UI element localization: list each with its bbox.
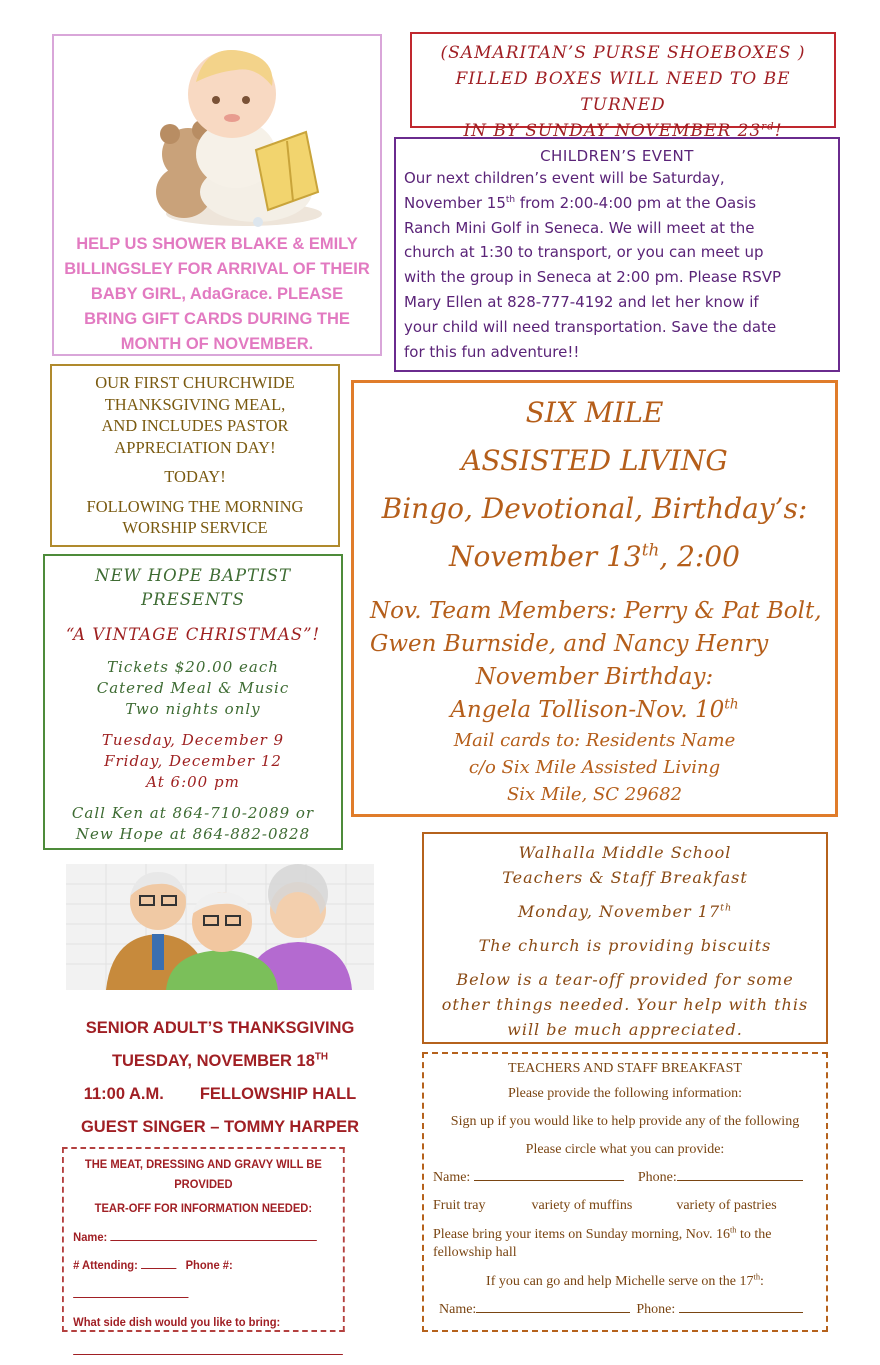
date-text: November 15 <box>404 194 506 212</box>
shower-line: HELP US SHOWER BLAKE & EMILY <box>54 232 380 257</box>
tearoff-heading: TEAR-OFF FOR INFORMATION NEEDED: <box>73 1194 333 1223</box>
baby-shower-box <box>52 34 382 356</box>
tearoff-provided: THE MEAT, DRESSING AND GRAVY WILL BE PROVIDED <box>73 1154 333 1194</box>
name-label-2: Name: <box>439 1302 476 1317</box>
thanksgiving-meal-box <box>50 364 340 547</box>
newhope-date: Friday, December 12 <box>45 751 341 772</box>
tearoff-side-dish: What side dish would you like to bring: <box>73 1308 333 1337</box>
samaritan-line: FILLED BOXES WILL NEED TO BE TURNED <box>412 66 834 118</box>
walhalla-biscuits: The church is providing biscuits <box>424 933 826 958</box>
name-blank[interactable] <box>474 1168 624 1181</box>
shower-line: BILLINGSLEY FOR ARRIVAL OF THEIR <box>54 257 380 282</box>
phone-blank[interactable] <box>73 1285 188 1298</box>
newhope-title: “A VINTAGE CHRISTMAS”! <box>45 622 341 647</box>
bring-text: Please bring your items on Sunday morning, Nov. 16 <box>433 1227 730 1242</box>
item-fruit-tray[interactable]: Fruit tray <box>433 1198 486 1213</box>
breakfast-tearoff-form <box>422 1052 828 1332</box>
sixmile-date-text: November 13 <box>449 540 642 573</box>
newhope-date: Tuesday, December 9 <box>45 730 341 751</box>
thanks-line: THANKSGIVING MEAL, <box>52 394 338 416</box>
item-pastries[interactable]: variety of pastries <box>676 1198 776 1213</box>
serve-colon: : <box>760 1274 764 1289</box>
walhalla-date-text: Monday, November 17 <box>518 902 720 921</box>
serve-text: If you can go and help Michelle serve on the 17 <box>486 1274 753 1289</box>
walhalla-school: Walhalla Middle School <box>424 840 826 865</box>
tearoff-circle: Please circle what you can provide: <box>433 1136 817 1164</box>
thanks-line: AND INCLUDES PASTOR <box>52 415 338 437</box>
bring-line <box>433 1226 817 1244</box>
childrens-event-line <box>404 191 830 216</box>
tearoff-attending-row <box>73 1251 333 1308</box>
childrens-event-line: with the group in Seneca at 2:00 pm. Please RSVP <box>404 265 830 290</box>
birthday-sup: th <box>724 696 738 712</box>
childrens-event-line: Mary Ellen at 828-777-4192 and let her know if <box>404 290 830 315</box>
senior-time-place <box>52 1078 388 1111</box>
thanks-following: FOLLOWING THE MORNING <box>52 496 338 518</box>
phone-label: Phone #: <box>186 1258 233 1272</box>
time-text: from 2:00-4:00 pm at the Oasis <box>515 194 756 212</box>
date-sup: th <box>506 195 515 205</box>
sixmile-team: Gwen Burnside, and Nancy Henry <box>354 628 835 661</box>
bring-text-end: to the <box>736 1227 771 1242</box>
samaritan-purse-box <box>410 32 836 128</box>
senior-title: SENIOR ADULT’S THANKSGIVING <box>52 1012 388 1045</box>
sixmile-birthday-name <box>354 694 835 727</box>
newhope-date: At 6:00 pm <box>45 772 341 793</box>
sixmile-date <box>354 533 835 581</box>
baby-reading-illustration <box>136 42 336 230</box>
sixmile-team: Nov. Team Members: Perry & Pat Bolt, <box>354 595 835 628</box>
bring-sup: th <box>730 1225 737 1234</box>
walhalla-note: other things needed. Your help with this <box>424 992 826 1017</box>
phone-label-2: Phone: <box>636 1302 675 1317</box>
sixmile-birthday-label: November Birthday: <box>354 661 835 694</box>
tearoff-name-phone-row <box>433 1164 817 1192</box>
item-muffins[interactable]: variety of muffins <box>532 1198 633 1213</box>
phone-blank[interactable] <box>677 1168 803 1181</box>
sixmile-mail: Six Mile, SC 29682 <box>354 781 835 808</box>
tearoff-items-row <box>433 1192 817 1220</box>
newhope-call: Call Ken at 864-710-2089 or <box>45 803 341 824</box>
childrens-event-line: your child will need transportation. Save the date <box>404 315 830 340</box>
serve-sup: th <box>754 1272 761 1281</box>
phone-blank-2[interactable] <box>679 1300 803 1313</box>
thanks-line: OUR FIRST CHURCHWIDE <box>52 372 338 394</box>
attending-blank[interactable] <box>141 1256 176 1269</box>
senior-time: 11:00 A.M. <box>84 1085 164 1103</box>
senior-thanksgiving-text <box>52 1012 388 1144</box>
senior-adults-illustration <box>66 864 374 990</box>
childrens-event-line: Ranch Mini Golf in Seneca. We will meet at the <box>404 216 830 241</box>
tearoff-bring <box>433 1226 817 1262</box>
newhope-ticket: Tickets $20.00 each <box>45 657 341 678</box>
samaritan-line: (SAMARITAN’S PURSE SHOEBOXES ) <box>412 40 834 66</box>
sixmile-event: Bingo, Devotional, Birthday’s: <box>354 485 835 533</box>
newhope-line: NEW HOPE BAPTIST <box>45 564 341 588</box>
tearoff-name-phone-row-2 <box>433 1296 817 1324</box>
childrens-event-title: CHILDREN’S EVENT <box>396 147 838 165</box>
senior-date-text: TUESDAY, NOVEMBER 18 <box>112 1052 315 1070</box>
tearoff-name-row <box>73 1223 333 1252</box>
walhalla-event: Teachers & Staff Breakfast <box>424 865 826 890</box>
senior-tearoff-form <box>62 1147 345 1332</box>
sixmile-subtitle: ASSISTED LIVING <box>354 437 835 485</box>
sixmile-mail: c/o Six Mile Assisted Living <box>354 754 835 781</box>
walhalla-note: Below is a tear-off provided for some <box>424 967 826 992</box>
shower-line: MONTH OF NOVEMBER. <box>54 332 380 357</box>
six-mile-assisted-living-box <box>351 380 838 817</box>
newhope-line: PRESENTS <box>45 588 341 612</box>
senior-singer: GUEST SINGER – TOMMY HARPER <box>52 1111 388 1144</box>
childrens-event-line: Our next children’s event will be Saturday, <box>404 166 830 191</box>
walhalla-breakfast-box <box>422 832 828 1044</box>
shower-line: BABY GIRL, AdaGrace. PLEASE <box>54 282 380 307</box>
sixmile-title: SIX MILE <box>354 389 835 437</box>
birthday-name-text: Angela Tollison-Nov. 10 <box>450 697 724 723</box>
attending-label: # Attending: <box>73 1258 138 1272</box>
newhope-call: New Hope at 864-882-0828 <box>45 824 341 845</box>
name-label: Name: <box>73 1230 107 1244</box>
newhope-ticket: Catered Meal & Music <box>45 678 341 699</box>
newhope-ticket: Two nights only <box>45 699 341 720</box>
shower-line: BRING GIFT CARDS DURING THE <box>54 307 380 332</box>
childrens-event-line: for this fun adventure!! <box>404 340 830 365</box>
name-label: Name: <box>433 1170 470 1185</box>
thanks-following: WORSHIP SERVICE <box>52 517 338 539</box>
walhalla-date <box>424 899 826 924</box>
tearoff-side-row <box>73 1337 333 1365</box>
childrens-event-line: church at 1:30 to transport, or you can meet up <box>404 240 830 265</box>
sixmile-date-sup: th <box>642 540 660 560</box>
tearoff-signup: Sign up if you would like to help provide any of the following <box>433 1108 817 1136</box>
walhalla-date-sup: th <box>720 903 732 914</box>
tearoff-serve <box>433 1268 817 1296</box>
samaritan-date: IN BY SUNDAY NOVEMBER 23 <box>463 121 761 141</box>
samaritan-sup: rd <box>761 121 774 132</box>
childrens-event-box <box>394 137 840 372</box>
name-blank[interactable] <box>110 1228 316 1241</box>
tearoff-title: TEACHERS AND STAFF BREAKFAST <box>433 1058 817 1080</box>
new-hope-baptist-box <box>43 554 343 850</box>
senior-date-sup: TH <box>315 1052 328 1063</box>
samaritan-exclaim: ! <box>775 121 783 141</box>
senior-place: FELLOWSHIP HALL <box>200 1085 356 1103</box>
sixmile-time: , 2:00 <box>659 540 740 573</box>
senior-date <box>52 1045 388 1078</box>
walhalla-note: will be much appreciated. <box>424 1017 826 1042</box>
thanks-line: APPRECIATION DAY! <box>52 437 338 459</box>
name-blank-2[interactable] <box>476 1300 630 1313</box>
thanks-today: TODAY! <box>52 466 338 488</box>
tearoff-info: Please provide the following information: <box>433 1080 817 1108</box>
sixmile-mail: Mail cards to: Residents Name <box>354 727 835 754</box>
phone-label: Phone: <box>638 1170 677 1185</box>
side-dish-blank[interactable] <box>73 1342 343 1355</box>
bring-line: fellowship hall <box>433 1244 817 1262</box>
